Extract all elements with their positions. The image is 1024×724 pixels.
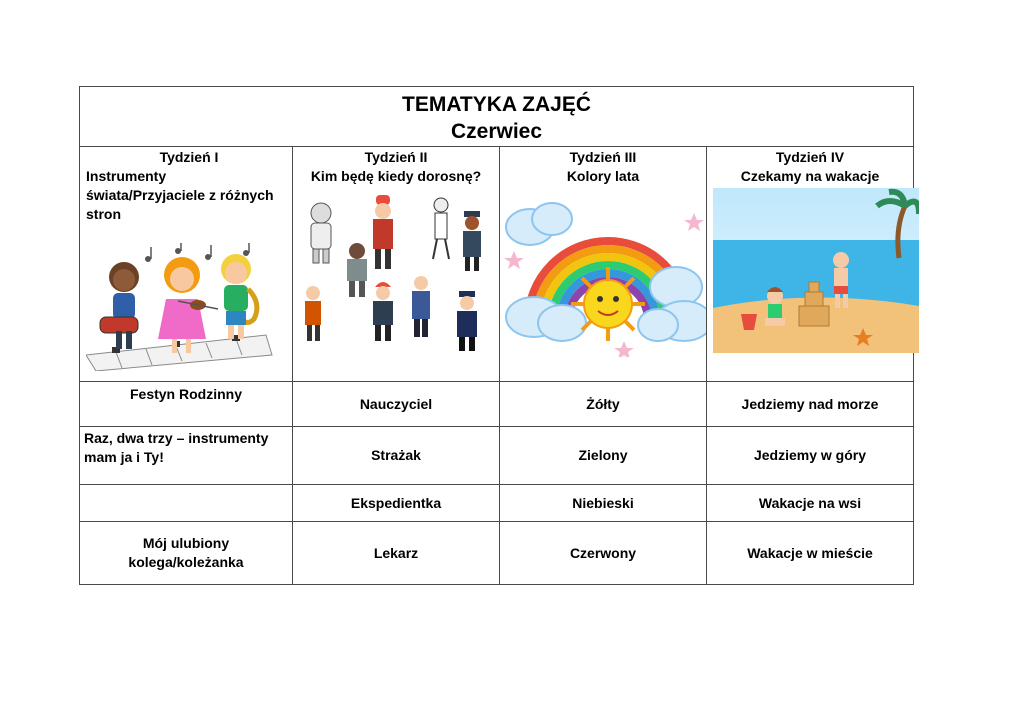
firefighter-image [373, 282, 393, 341]
week-header-3 [500, 147, 706, 186]
rainbow-illustration [504, 191, 707, 357]
week-cell-4 [707, 147, 914, 382]
policewoman-image [457, 291, 477, 351]
saxophone-boy-image [221, 254, 257, 339]
activity-cell: Wakacje na wsi [707, 485, 914, 522]
week-label: Tydzień I [159, 149, 219, 165]
week-theme: Czekamy na wakacje [740, 168, 880, 184]
week-label: Tydzień III [569, 149, 637, 165]
worker-image [347, 243, 367, 297]
girl-image [765, 287, 785, 326]
activity-cell: Raz, dwa trzy – instrumenty mam ja i Ty! [80, 427, 293, 485]
activity-cell: Wakacje w mieście [707, 522, 914, 585]
activity-cell: Niebieski [500, 485, 707, 522]
schedule-table [79, 86, 914, 585]
chef-image [373, 195, 393, 269]
week-theme: Kolory lata [566, 168, 640, 184]
explorer-image [305, 286, 321, 341]
week-label: Tydzień II [364, 149, 428, 165]
activity-cell: Mój ulubiony kolega/koleżanka [80, 522, 293, 585]
activity-cell [80, 485, 293, 522]
professions-illustration [301, 193, 493, 353]
astronaut-image [311, 203, 331, 263]
activity-cell: Lekarz [293, 522, 500, 585]
activity-cell: Nauczyciel [293, 382, 500, 427]
activity-cell: Żółty [500, 382, 707, 427]
activity-cell: Ekspedientka [293, 485, 500, 522]
activity-cell: Jedziemy nad morze [707, 382, 914, 427]
activity-cell: Strażak [293, 427, 500, 485]
week-label: Tydzień IV [775, 149, 845, 165]
activity-cell: Czerwony [500, 522, 707, 585]
beach-illustration [713, 188, 919, 353]
title-cell [80, 87, 914, 147]
week-header-4 [707, 147, 913, 186]
piano-keys-image [86, 335, 272, 371]
pilot-image [412, 276, 430, 337]
week-cell-3 [500, 147, 707, 382]
activity-cell: Jedziemy w góry [707, 427, 914, 485]
week-header-1 [80, 147, 292, 224]
week-header-2 [293, 147, 499, 186]
week-theme: Instrumenty świata/Przyjaciele z różnych stron [86, 168, 274, 222]
week-cell-2 [293, 147, 500, 382]
activity-cell: Festyn Rodzinny [80, 382, 293, 427]
police-officer-image [463, 211, 481, 271]
violin-girl-image [158, 257, 218, 353]
drummer-child-image [100, 262, 139, 349]
week-theme: Kim będę kiedy dorosnę? [310, 168, 482, 184]
page-title: TEMATYKA ZAJĘĆ [402, 93, 591, 116]
page-subtitle: Czerwiec [450, 120, 543, 143]
activity-cell: Zielony [500, 427, 707, 485]
skeleton-image [433, 198, 449, 259]
week-cell-1 [80, 147, 293, 382]
music-children-illustration [86, 243, 276, 371]
sun-image [571, 267, 645, 341]
